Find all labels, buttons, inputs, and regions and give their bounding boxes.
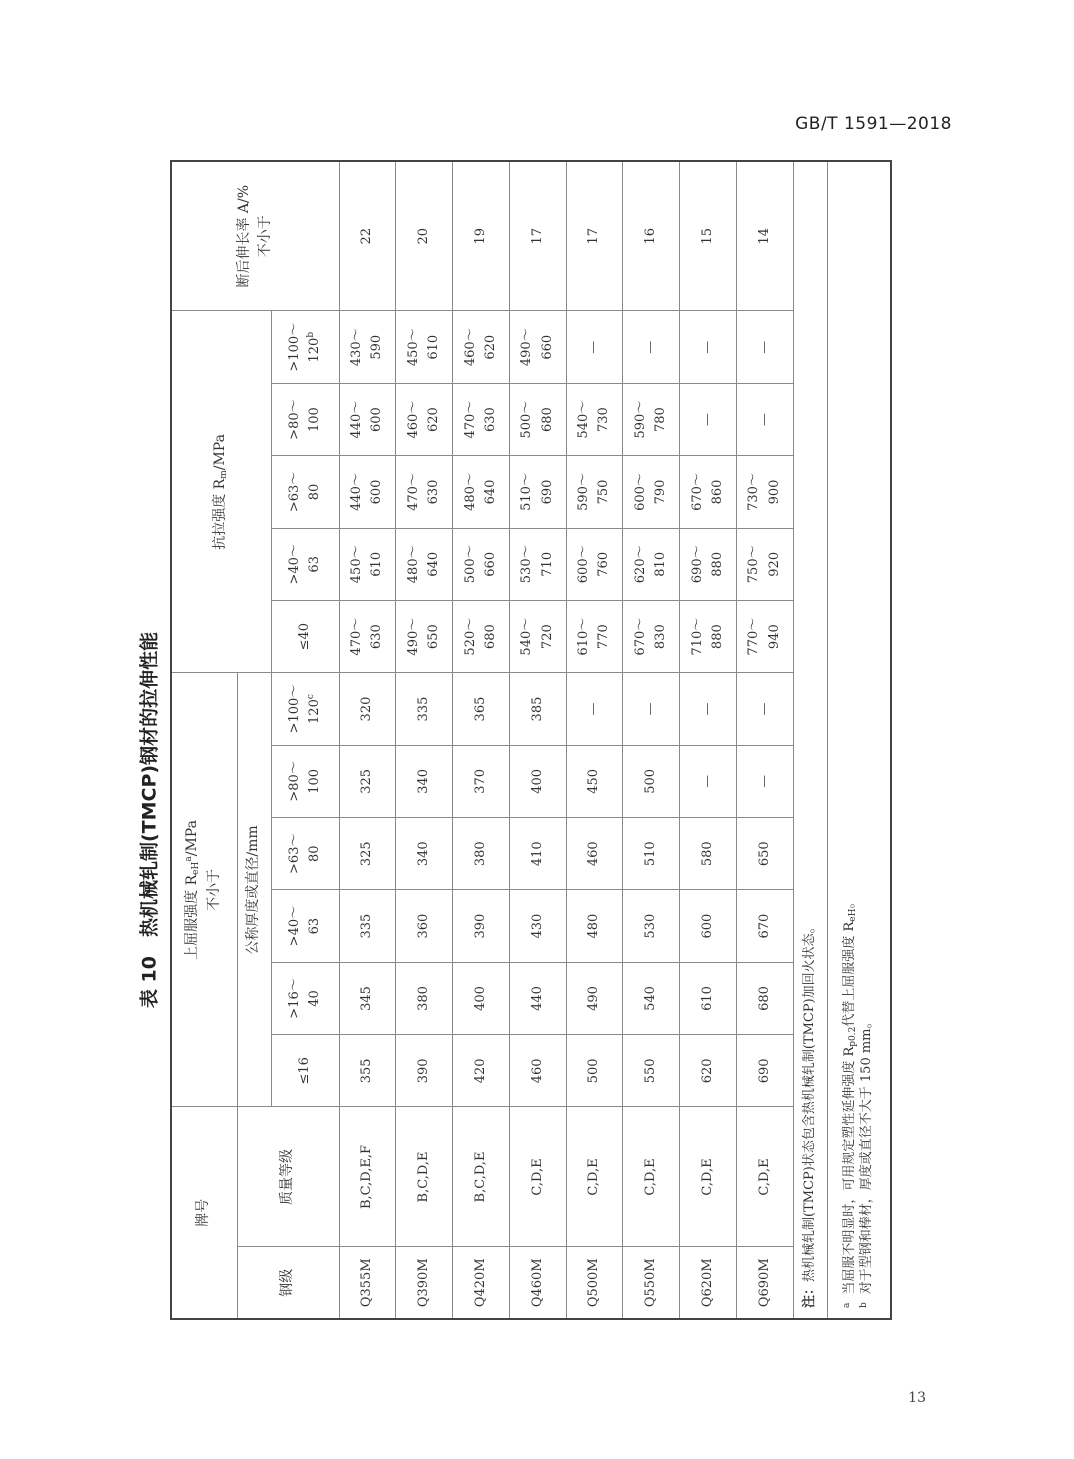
tensile-cell: — [680,383,737,455]
yield-cell: 380 [453,818,510,890]
tensile-cell: — [680,311,737,383]
tensile-cell: 590～ 750 [566,456,623,528]
quality-grade-cell: B,C,D,E [453,1107,510,1247]
yield-cell: 610 [680,962,737,1034]
yield-cell: 325 [339,818,396,890]
yield-range-header: >40～ 63 [271,890,339,962]
tensile-cell: 690～ 880 [680,528,737,600]
yield-cell: 580 [680,818,737,890]
tensile-range-header: >40～ 63 [271,528,339,600]
quality-grade-cell: C,D,E [509,1107,566,1247]
yield-cell: 490 [566,962,623,1034]
table-row [509,161,566,1319]
yield-cell: 500 [623,745,680,817]
footnote-a-mark: a [842,1302,852,1308]
tensile-cell: 600～ 760 [566,528,623,600]
tensile-range-header: >63～ 80 [271,456,339,528]
yield-strength-header [171,673,237,1107]
yield-cell: 325 [339,745,396,817]
tensile-cell: 730～ 900 [736,456,793,528]
steel-grade-cell: Q690M [736,1247,793,1319]
steel-grade-cell: Q420M [453,1247,510,1319]
elongation-cell: 16 [623,161,680,311]
tensile-cell: 470～ 630 [396,456,453,528]
tensile-cell: — [736,383,793,455]
yield-cell: 550 [623,1035,680,1107]
tensile-cell: 440～ 600 [339,383,396,455]
tensile-cell: 460～ 620 [453,311,510,383]
yield-min-label: 不小于 [206,868,223,911]
yield-cell: 480 [566,890,623,962]
tensile-cell: 470～ 630 [339,600,396,672]
elongation-cell: 17 [509,161,566,311]
table-footnotes [827,161,891,1319]
note-text: 热机械轧制(TMCP)状态包含热机械轧制(TMCP)加回火状态。 [801,920,817,1282]
tensile-cell: 490～ 660 [509,311,566,383]
tensile-cell: — [566,311,623,383]
tensile-cell: 540～ 730 [566,383,623,455]
yield-sub: eH [191,861,202,875]
yield-cell: — [680,673,737,745]
table-caption: 表 10 热机械轧制(TMCP)钢材的拉伸性能 [138,631,161,1009]
steel-grade-header: 钢级 [237,1247,339,1319]
yield-cell: 460 [566,818,623,890]
footnote-b: $^b$对于型钢和棒材，厚度或直径不大于 150 mm。 [859,1015,875,1308]
yield-cell: 680 [736,962,793,1034]
yield-cell: 400 [453,962,510,1034]
steel-grade-cell: Q550M [623,1247,680,1319]
tensile-cell: 610～ 770 [566,600,623,672]
yield-cell: — [736,673,793,745]
yield-cell: 460 [509,1035,566,1107]
tensile-cell: 450～ 610 [396,311,453,383]
quality-grade-cell: C,D,E [680,1107,737,1247]
tensile-cell: 670～ 860 [680,456,737,528]
tensile-cell: 500～ 680 [509,383,566,455]
footnote-a: $^a$当屈服不明显时，可用规定塑性延伸强度 $R_{p0.2}$代替上屈服强度 $R_{eH}$。 [842,895,858,1308]
elongation-cell: 14 [736,161,793,311]
quality-grade-cell: B,C,D,E [396,1107,453,1247]
quality-grade-cell: C,D,E [736,1107,793,1247]
steel-grade-cell: Q620M [680,1247,737,1319]
nominal-thickness-header: 公称厚度或直径/mm [237,673,271,1107]
yield-cell: 390 [453,890,510,962]
tensile-strength-header [171,311,271,673]
tensile-properties-table-wrapper [170,160,892,1320]
tensile-cell: 440～ 600 [339,456,396,528]
yield-cell: 420 [453,1035,510,1107]
elongation-cell: 22 [339,161,396,311]
tensile-cell: 480～ 640 [453,456,510,528]
elongation-min-label: 不小于 [257,215,274,258]
yield-cell: 320 [339,673,396,745]
steel-grade-cell: Q460M [509,1247,566,1319]
tensile-strength-label: 抗拉强度 R [212,478,229,550]
steel-grade-cell: Q500M [566,1247,623,1319]
standard-code: GB/T 1591—2018 [795,114,952,134]
yield-cell: 355 [339,1035,396,1107]
yield-cell: 370 [453,745,510,817]
tensile-cell: 540～ 720 [509,600,566,672]
yield-cell: 345 [339,962,396,1034]
tensile-range-header: >100～ 120$^b$ [271,311,339,383]
yield-cell: — [736,745,793,817]
tensile-range-header: >80～ 100 [271,383,339,455]
elongation-cell: 19 [453,161,510,311]
yield-range-header: >100～ 120$^c$ [271,673,339,745]
tensile-cell: 600～ 790 [623,456,680,528]
note-label: 注： [801,1281,817,1308]
yield-cell: 385 [509,673,566,745]
tensile-cell: 430～ 590 [339,311,396,383]
yield-range-header: >63～ 80 [271,818,339,890]
yield-range-header: >80～ 100 [271,745,339,817]
table-row [453,161,510,1319]
table-row [680,161,737,1319]
yield-cell: 500 [566,1035,623,1107]
yield-cell: — [680,745,737,817]
quality-grade-cell: B,C,D,E,F [339,1107,396,1247]
quality-grade-header: 质量等级 [237,1107,339,1247]
tensile-range-header: ≤40 [271,600,339,672]
yield-cell: 690 [736,1035,793,1107]
yield-cell: 410 [509,818,566,890]
elongation-header [171,161,339,311]
yield-cell: 530 [623,890,680,962]
yield-cell: 360 [396,890,453,962]
table-row [396,161,453,1319]
tensile-cell: 770～ 940 [736,600,793,672]
steel-grade-cell: Q355M [339,1247,396,1319]
table-row [339,161,396,1319]
steel-grade-cell: Q390M [396,1247,453,1319]
yield-cell: 600 [680,890,737,962]
yield-cell: 335 [339,890,396,962]
tensile-properties-table [170,160,892,1320]
yield-cell: 620 [680,1035,737,1107]
elongation-label: 断后伸长率 A/% [235,184,252,288]
yield-range-header: ≤16 [271,1035,339,1107]
tensile-cell: 530～ 710 [509,528,566,600]
tensile-cell: 450～ 610 [339,528,396,600]
quality-grade-cell: C,D,E [623,1107,680,1247]
elongation-cell: 15 [680,161,737,311]
yield-cell: 450 [566,745,623,817]
footnote-b-mark: b [859,1302,870,1308]
yield-unit: /MPa [184,820,201,857]
table-row [736,161,793,1319]
yield-cell: 335 [396,673,453,745]
tensile-cell: 470～ 630 [453,383,510,455]
yield-sup: a [184,856,195,862]
yield-range-header: >16～ 40 [271,962,339,1034]
yield-cell: 380 [396,962,453,1034]
table-row [566,161,623,1319]
yield-cell: 430 [509,890,566,962]
tensile-cell: 460～ 620 [396,383,453,455]
tensile-cell: 710～ 880 [680,600,737,672]
tensile-unit: /MPa [212,434,229,471]
yield-cell: 440 [509,962,566,1034]
tensile-cell: 500～ 660 [453,528,510,600]
elongation-cell: 20 [396,161,453,311]
yield-strength-label: 上屈服强度 R [184,874,201,960]
table-row [623,161,680,1319]
yield-cell: 400 [509,745,566,817]
quality-grade-cell: C,D,E [566,1107,623,1247]
yield-cell: 510 [623,818,680,890]
tensile-cell: 520～ 680 [453,600,510,672]
tensile-cell: 750～ 920 [736,528,793,600]
elongation-cell: 17 [566,161,623,311]
tensile-cell: 620～ 810 [623,528,680,600]
page-number: 13 [908,1390,926,1406]
tensile-cell: 510～ 690 [509,456,566,528]
brand-header: 牌号 [171,1107,237,1319]
yield-cell: 390 [396,1035,453,1107]
yield-cell: 365 [453,673,510,745]
tensile-sub: m [219,470,230,479]
table-note [793,161,827,1319]
yield-cell: 670 [736,890,793,962]
tensile-cell: — [736,311,793,383]
tensile-cell: 670～ 830 [623,600,680,672]
tensile-cell: 480～ 640 [396,528,453,600]
tensile-cell: 590～ 780 [623,383,680,455]
yield-cell: 650 [736,818,793,890]
tensile-cell: — [623,311,680,383]
yield-cell: — [623,673,680,745]
yield-cell: 340 [396,818,453,890]
yield-cell: — [566,673,623,745]
tensile-cell: 490～ 650 [396,600,453,672]
yield-cell: 340 [396,745,453,817]
yield-cell: 540 [623,962,680,1034]
